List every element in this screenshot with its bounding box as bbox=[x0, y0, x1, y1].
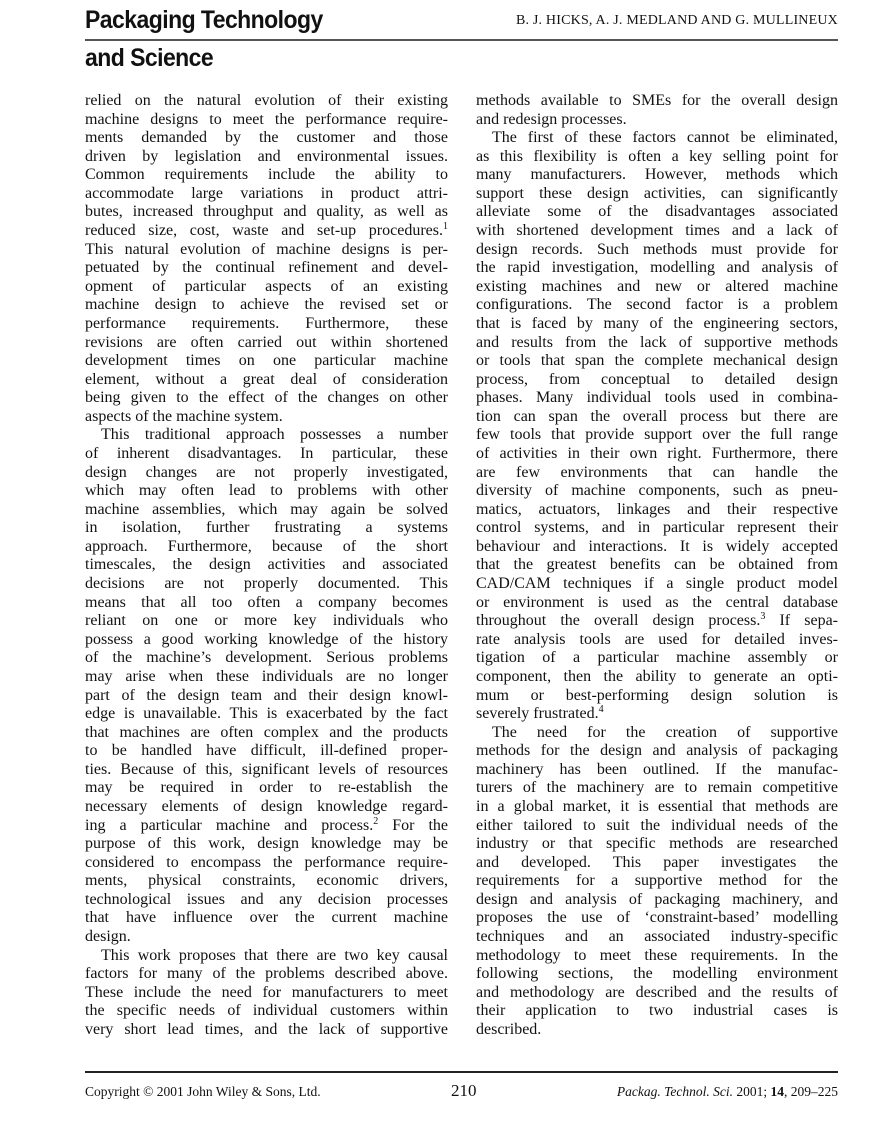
text-line bbox=[85, 891, 448, 910]
line-text: few tools that provide support over the full range bbox=[476, 426, 838, 444]
text-line bbox=[85, 111, 448, 130]
line-text: diversity of machine components, such as pneu- bbox=[476, 482, 838, 500]
text-line bbox=[85, 724, 448, 743]
text-line bbox=[476, 408, 838, 427]
line-text: edge is unavailable. This is exacerbated by the fact bbox=[85, 705, 448, 723]
text-line bbox=[85, 352, 448, 371]
line-text: technological issues and any decision processes bbox=[85, 890, 448, 908]
page-number: 210 bbox=[451, 1081, 477, 1100]
line-text: tion can span the overall process but there are bbox=[476, 407, 838, 425]
text-line bbox=[476, 129, 838, 148]
line-text: driven by legislation and environmental issues. bbox=[85, 147, 448, 165]
line-text: considered to encompass the performance require- bbox=[85, 853, 448, 871]
line-text: CAD/CAM techniques if a single product model bbox=[476, 575, 838, 593]
line-text: necessary elements of design knowledge regard- bbox=[85, 797, 448, 815]
line-text: configurations. The second factor is a problem bbox=[476, 296, 838, 314]
text-line bbox=[476, 687, 838, 706]
text-line bbox=[85, 426, 448, 445]
line-text: design. bbox=[85, 928, 131, 946]
text-line bbox=[85, 482, 448, 501]
line-text: following sections, the modelling environment bbox=[476, 965, 838, 983]
line-text: development times on one particular machine bbox=[85, 352, 448, 370]
text-line bbox=[476, 111, 838, 130]
copyright-notice: Copyright © 2001 John Wiley & Sons, Ltd. bbox=[85, 1084, 321, 1099]
right-column bbox=[476, 92, 838, 1039]
text-line bbox=[85, 909, 448, 928]
line-text: These include the need for manufacturers to meet bbox=[85, 983, 448, 1001]
line-text: phases. Many individual tools used in combina- bbox=[476, 389, 838, 407]
text-line bbox=[85, 631, 448, 650]
line-text: accommodate large variations in product attri- bbox=[85, 184, 448, 202]
line-text: their application to two industrial cases is bbox=[476, 1002, 838, 1020]
text-line bbox=[85, 649, 448, 668]
text-line bbox=[85, 668, 448, 687]
line-text: factors for many of the problems described above. bbox=[85, 965, 448, 983]
line-text: relied on the natural evolution of their existing bbox=[85, 92, 448, 109]
line-text: that machines are often complex and the products bbox=[85, 723, 448, 741]
line-text: methods available to SMEs for the overall design bbox=[476, 92, 838, 109]
text-line bbox=[476, 166, 838, 185]
line-text: process, from conceptual to detailed design bbox=[476, 370, 838, 388]
text-line bbox=[476, 352, 838, 371]
text-line bbox=[85, 798, 448, 817]
text-line bbox=[85, 408, 448, 427]
text-line bbox=[476, 909, 838, 928]
line-text: the specific needs of individual customers within bbox=[85, 1002, 448, 1020]
line-text: This natural evolution of machine designs is per- bbox=[85, 240, 448, 258]
text-line bbox=[85, 556, 448, 575]
text-line bbox=[476, 594, 838, 613]
line-text: machine designs to meet the performance require- bbox=[85, 110, 448, 128]
line-text: throughout the overall design process. bbox=[476, 612, 761, 630]
line-text: part of the design team and their design knowl- bbox=[85, 686, 448, 704]
text-line bbox=[85, 296, 448, 315]
line-text: design changes are not properly investigated, bbox=[85, 463, 448, 481]
text-line bbox=[476, 817, 838, 836]
text-line bbox=[476, 185, 838, 204]
text-line bbox=[85, 519, 448, 538]
line-text: industry or that specific methods are researched bbox=[476, 835, 838, 853]
line-text: support these design activities, can significantly bbox=[476, 184, 838, 202]
line-text: mum or best-performing design solution is bbox=[476, 686, 838, 704]
line-text: possess a good working knowledge of the history bbox=[85, 630, 448, 648]
text-line bbox=[476, 1021, 838, 1040]
text-line bbox=[476, 928, 838, 947]
line-text: tigation of a particular machine assembly or bbox=[476, 649, 838, 667]
text-line bbox=[85, 835, 448, 854]
text-line bbox=[85, 854, 448, 873]
text-line bbox=[476, 259, 838, 278]
text-line bbox=[85, 817, 448, 836]
line-text: aspects of the machine system. bbox=[85, 407, 283, 425]
text-line bbox=[476, 241, 838, 260]
text-line bbox=[85, 1002, 448, 1021]
line-text: of the machine’s development. Serious problems bbox=[85, 649, 448, 667]
line-text: that is faced by many of the engineering sectors, bbox=[476, 314, 838, 332]
text-line bbox=[85, 594, 448, 613]
line-text: which may often lead to problems with other bbox=[85, 482, 448, 500]
line-text: machinery has been outlined. If the manufac- bbox=[476, 760, 838, 778]
text-line bbox=[476, 278, 838, 297]
line-text: severely frustrated. bbox=[476, 705, 599, 723]
footer-rule bbox=[85, 1071, 838, 1073]
text-line bbox=[476, 519, 838, 538]
line-text: component, then the ability to generate an opti- bbox=[476, 667, 838, 685]
text-line bbox=[476, 482, 838, 501]
citation-pages: , 209–225 bbox=[784, 1084, 838, 1099]
journal-title-line1: Packaging Technology bbox=[85, 6, 323, 34]
text-line bbox=[85, 501, 448, 520]
text-line bbox=[85, 259, 448, 278]
line-text: means that all too often a company becomes bbox=[85, 593, 448, 611]
line-text: and developed. This paper investigates the bbox=[476, 853, 838, 871]
text-line bbox=[85, 761, 448, 780]
text-line bbox=[476, 761, 838, 780]
text-line bbox=[476, 315, 838, 334]
text-line bbox=[85, 742, 448, 761]
line-text: that have influence over the current machine bbox=[85, 909, 448, 927]
text-line bbox=[476, 334, 838, 353]
line-text: ties. Because of this, significant levels of resources bbox=[85, 760, 448, 778]
text-line bbox=[85, 1021, 448, 1040]
text-line bbox=[85, 779, 448, 798]
text-line bbox=[85, 334, 448, 353]
line-text-tail: If sepa- bbox=[765, 612, 838, 630]
footnote-reference[interactable]: 2 bbox=[373, 815, 379, 827]
line-text: techniques and an associated industry-specific bbox=[476, 928, 838, 946]
line-text: reduced size, cost, waste and set-up procedures. bbox=[85, 222, 443, 240]
line-text: in isolation, further frustrating a systems bbox=[85, 519, 448, 537]
text-line bbox=[476, 891, 838, 910]
text-line bbox=[85, 203, 448, 222]
text-line bbox=[476, 501, 838, 520]
line-text: as this flexibility is often a key selling point for bbox=[476, 147, 838, 165]
line-text: machine assemblies, which may again be solved bbox=[85, 500, 448, 518]
line-text: turers of the machinery are to remain competitive bbox=[476, 779, 838, 797]
text-line bbox=[85, 222, 448, 241]
text-line bbox=[476, 854, 838, 873]
line-text: may be required in order to re-establish the bbox=[85, 779, 448, 797]
text-line bbox=[85, 538, 448, 557]
line-text: methods for the design and analysis of packaging bbox=[476, 742, 838, 760]
line-text: very short lead times, and the lack of supportive bbox=[85, 1020, 448, 1038]
text-line bbox=[85, 705, 448, 724]
text-line bbox=[85, 166, 448, 185]
line-text: with shortened development times and a lack of bbox=[476, 222, 838, 240]
text-line bbox=[476, 389, 838, 408]
text-line bbox=[476, 631, 838, 650]
line-text: and results from the lack of supportive methods bbox=[476, 333, 838, 351]
line-text: rate analysis tools are used for detailed inves- bbox=[476, 630, 838, 648]
text-line bbox=[476, 371, 838, 390]
text-line bbox=[85, 241, 448, 260]
text-line bbox=[476, 222, 838, 241]
line-text: many manufacturers. However, methods which bbox=[476, 166, 838, 184]
line-text: described. bbox=[476, 1020, 542, 1038]
line-text: purpose of this work, design knowledge may be bbox=[85, 835, 448, 853]
line-text: butes, increased throughput and quality, as well as bbox=[85, 203, 448, 221]
text-line bbox=[476, 798, 838, 817]
line-text: Common requirements include the ability to bbox=[85, 166, 448, 184]
left-column bbox=[85, 92, 448, 1039]
text-line bbox=[85, 575, 448, 594]
line-text: behaviour and interactions. It is widely accepted bbox=[476, 537, 838, 555]
text-line bbox=[85, 947, 448, 966]
text-line bbox=[85, 872, 448, 891]
text-line bbox=[476, 612, 838, 631]
line-text: element, without a great deal of consideration bbox=[85, 370, 448, 388]
line-text: are few environments that can handle the bbox=[476, 463, 838, 481]
line-text: that the greatest benefits can be obtained from bbox=[476, 556, 838, 574]
text-line bbox=[85, 984, 448, 1003]
text-line bbox=[85, 371, 448, 390]
line-text: proposes the use of ‘constraint-based’ modelling bbox=[476, 909, 838, 927]
text-line bbox=[85, 92, 448, 111]
line-text: This traditional approach possesses a number bbox=[101, 426, 448, 444]
text-line bbox=[476, 705, 838, 724]
line-text: ing a particular machine and process. bbox=[85, 816, 374, 834]
citation-volume: 14 bbox=[770, 1084, 784, 1099]
line-text: and redesign processes. bbox=[476, 110, 627, 128]
running-head-authors: B. J. HICKS, A. J. MEDLAND AND G. MULLINEUX bbox=[515, 13, 838, 28]
line-text: alleviate some of the disadvantages associated bbox=[476, 203, 838, 221]
text-line bbox=[476, 148, 838, 167]
journal-title-line2: and Science bbox=[85, 44, 214, 72]
text-line bbox=[476, 575, 838, 594]
text-line bbox=[85, 129, 448, 148]
line-text: design and analysis of packaging machinery, and bbox=[476, 890, 838, 908]
text-line bbox=[476, 724, 838, 743]
text-line bbox=[85, 965, 448, 984]
text-line bbox=[476, 556, 838, 575]
text-line bbox=[85, 148, 448, 167]
line-text: being given to the effect of the changes on other bbox=[85, 389, 448, 407]
line-text: may arise when these individuals are no longer bbox=[85, 667, 448, 685]
text-line bbox=[476, 538, 838, 557]
line-text: design records. Such methods must provide for bbox=[476, 240, 838, 258]
text-line bbox=[476, 965, 838, 984]
footnote-reference[interactable]: 1 bbox=[443, 221, 448, 233]
citation bbox=[617, 1084, 838, 1100]
line-text: in a global market, it is essential that methods are bbox=[476, 797, 838, 815]
text-line bbox=[476, 464, 838, 483]
header-rule bbox=[85, 39, 838, 41]
line-text: The first of these factors cannot be eliminated, bbox=[492, 129, 838, 147]
text-line bbox=[85, 185, 448, 204]
text-line bbox=[85, 612, 448, 631]
line-text: matics, actuators, linkages and their respective bbox=[476, 500, 838, 518]
text-line bbox=[476, 649, 838, 668]
citation-year: 2001; bbox=[732, 1084, 771, 1099]
text-line bbox=[476, 779, 838, 798]
text-line bbox=[476, 668, 838, 687]
line-text: or environment is used as the central database bbox=[476, 593, 838, 611]
line-text: methodology to meet these requirements. In the bbox=[476, 946, 838, 964]
text-line bbox=[476, 742, 838, 761]
citation-journal: Packag. Technol. Sci. bbox=[616, 1084, 733, 1099]
line-text: either tailored to suit the individual needs of the bbox=[476, 816, 838, 834]
text-line bbox=[476, 296, 838, 315]
text-line bbox=[85, 687, 448, 706]
text-line bbox=[476, 872, 838, 891]
line-text: control systems, and in particular represent their bbox=[476, 519, 838, 537]
text-line bbox=[85, 315, 448, 334]
line-text: of inherent disadvantages. In particular, these bbox=[85, 444, 448, 462]
line-text: ments, physical constraints, economic drivers, bbox=[85, 872, 448, 890]
line-text: requirements for a supportive method for the bbox=[476, 872, 838, 890]
text-line bbox=[476, 947, 838, 966]
line-text: timescales, the design activities and associated bbox=[85, 556, 448, 574]
text-line bbox=[476, 92, 838, 111]
line-text: performance requirements. Furthermore, these bbox=[85, 314, 448, 332]
text-line bbox=[85, 389, 448, 408]
text-line bbox=[85, 278, 448, 297]
line-text: decisions are not properly documented. This bbox=[85, 575, 448, 593]
text-line bbox=[476, 203, 838, 222]
line-text: reliant on one or more key individuals who bbox=[85, 612, 448, 630]
line-text: the rapid investigation, modelling and analysis of bbox=[476, 259, 838, 277]
line-text: petuated by the continual refinement and devel- bbox=[85, 259, 448, 277]
text-line bbox=[85, 464, 448, 483]
line-text: to be handled have difficult, ill-defined proper- bbox=[85, 742, 448, 760]
line-text: This work proposes that there are two key causal bbox=[101, 946, 448, 964]
line-text: approach. Furthermore, because of the short bbox=[85, 537, 448, 555]
text-line bbox=[85, 928, 448, 947]
text-line bbox=[476, 1002, 838, 1021]
line-text: of activities in their own right. Furthermore, there bbox=[476, 444, 838, 462]
line-text: ments demanded by the customer and those bbox=[85, 129, 448, 147]
footnote-reference[interactable]: 4 bbox=[598, 704, 604, 716]
line-text: or tools that span the complete mechanical design bbox=[476, 352, 838, 370]
line-text: machine design to achieve the revised set or bbox=[85, 296, 448, 314]
line-text: existing machines and new or altered machine bbox=[476, 277, 838, 295]
text-line bbox=[476, 426, 838, 445]
text-line bbox=[476, 984, 838, 1003]
line-text: The need for the creation of supportive bbox=[492, 723, 838, 741]
footnote-reference[interactable]: 3 bbox=[760, 611, 766, 623]
line-text: revisions are often carried out within shortened bbox=[85, 333, 448, 351]
text-line bbox=[476, 445, 838, 464]
text-line bbox=[476, 835, 838, 854]
text-line bbox=[85, 445, 448, 464]
line-text-tail: For the bbox=[378, 816, 449, 834]
line-text: and methodology are described and the results of bbox=[476, 983, 838, 1001]
line-text: opment of particular aspects of an existing bbox=[85, 277, 448, 295]
